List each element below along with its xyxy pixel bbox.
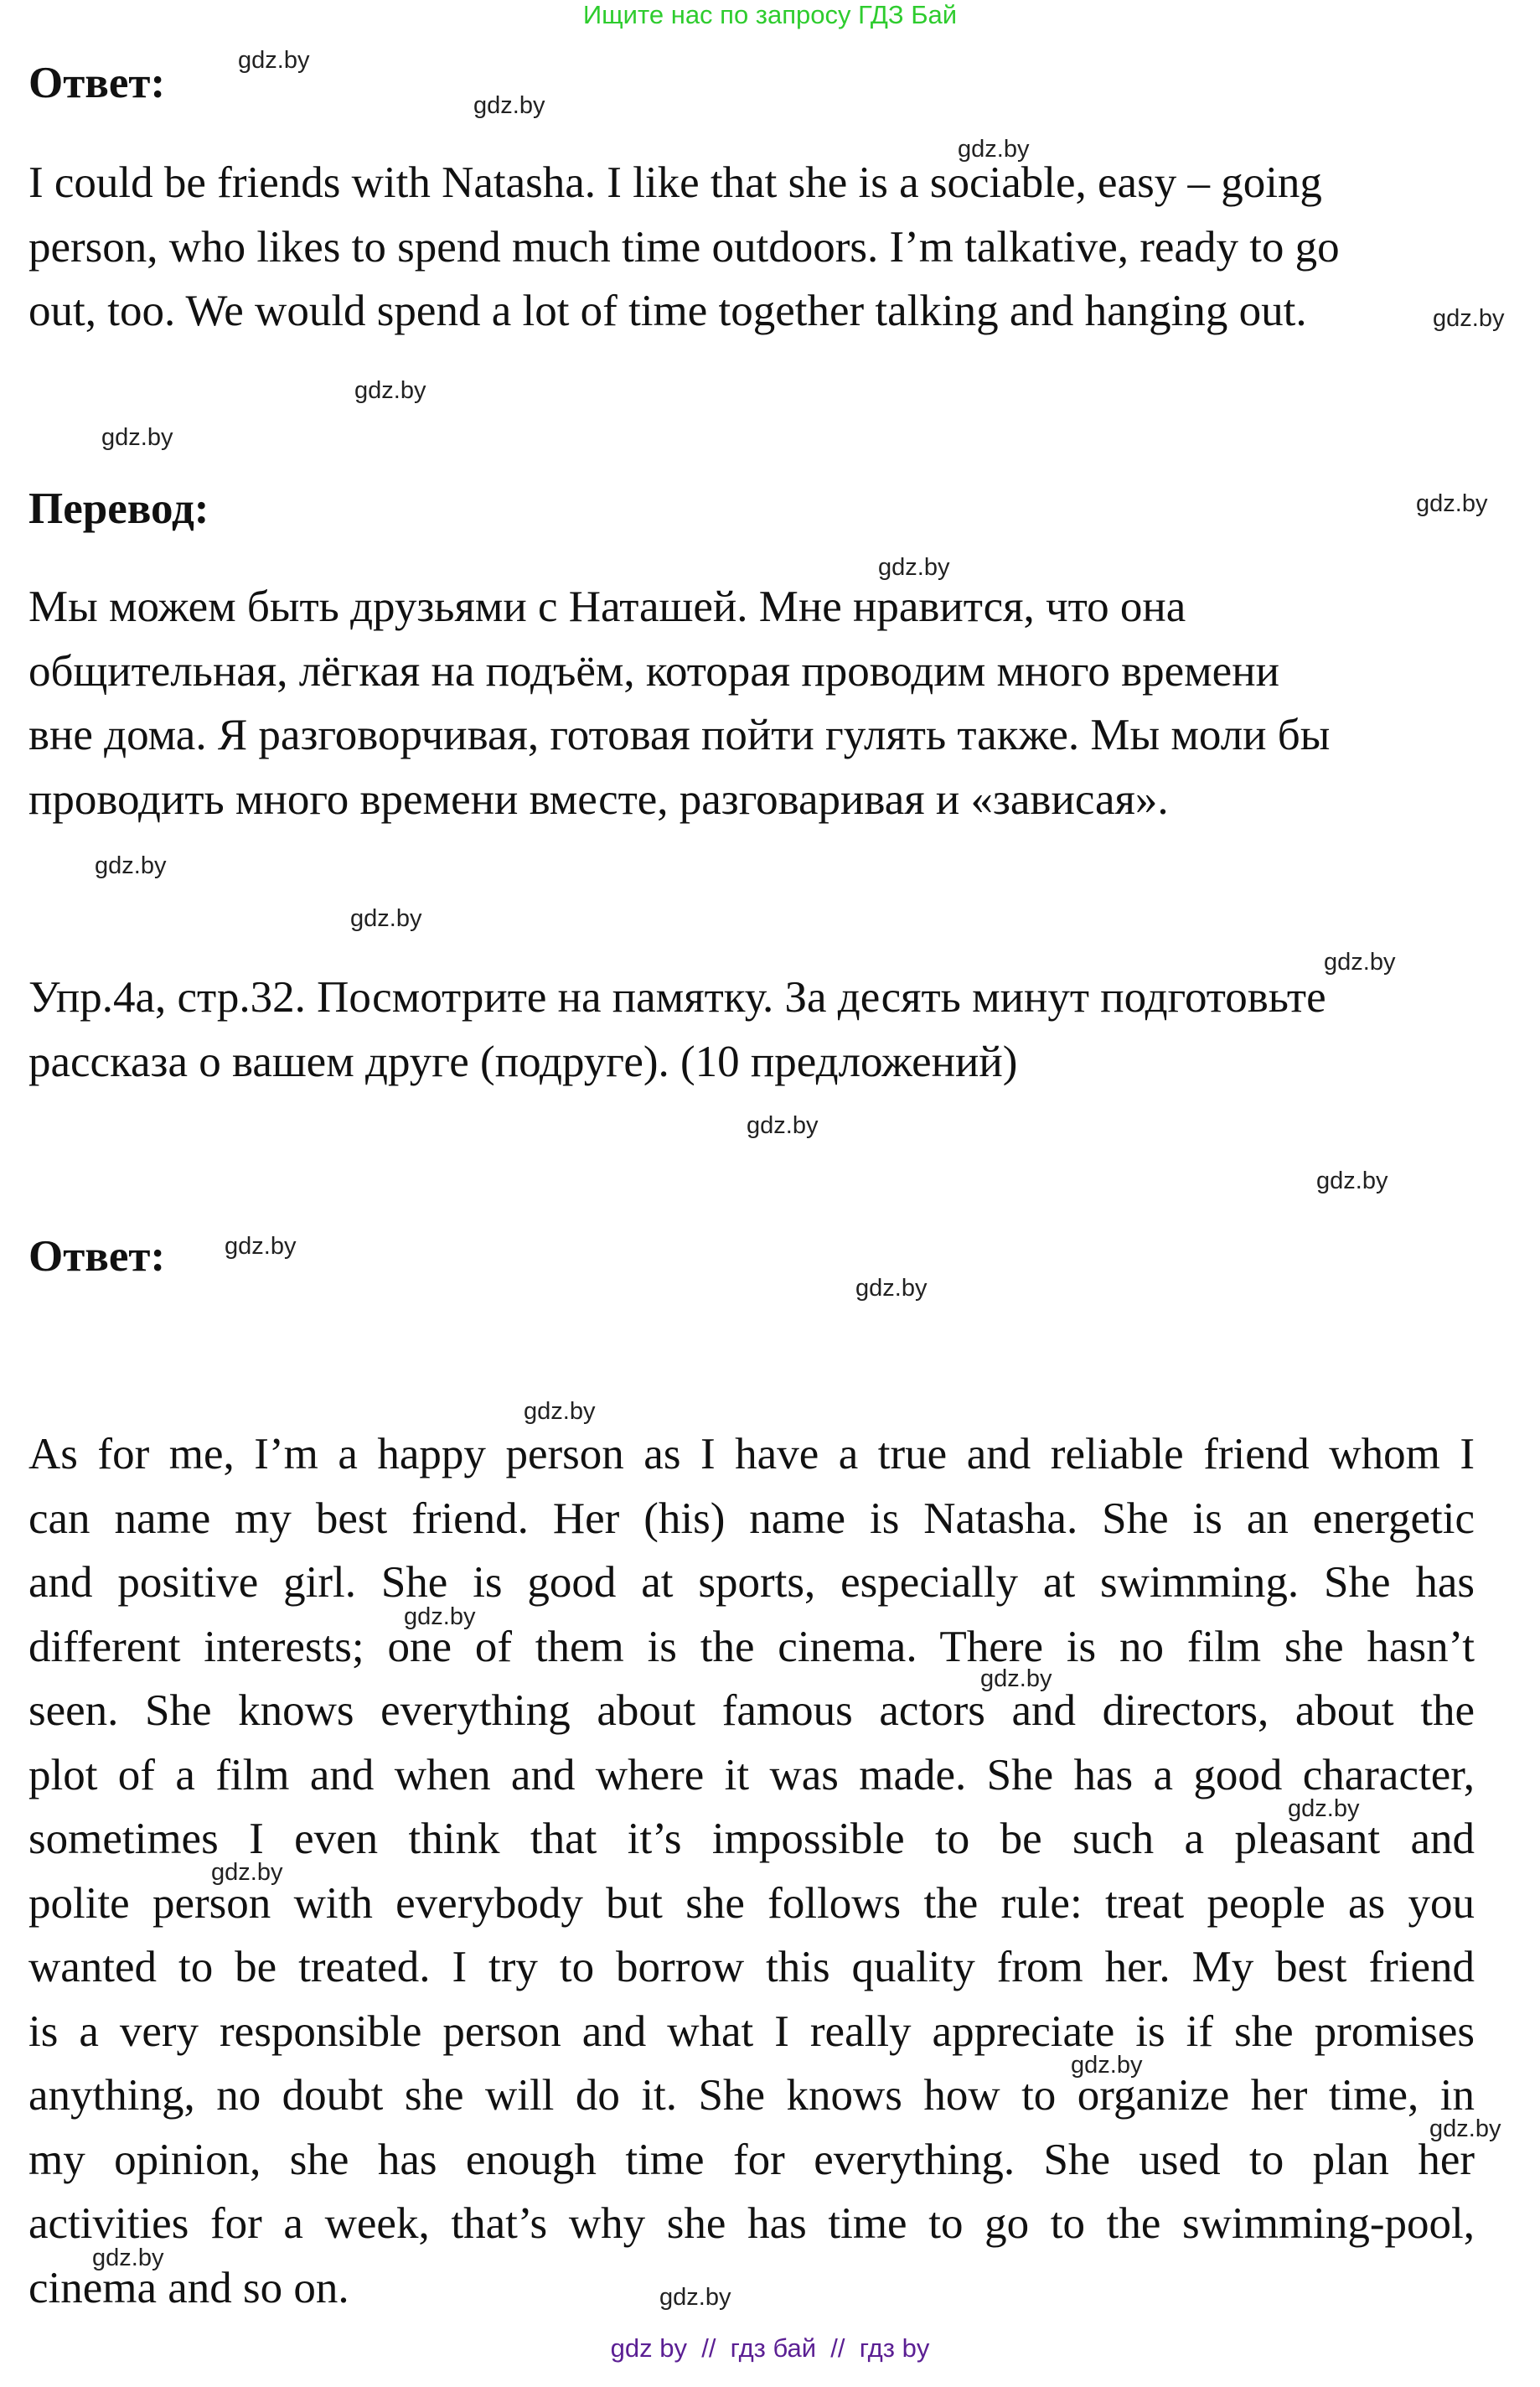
text-line: and positive girl. She is good at sports, especially at swimming. She has [28, 1558, 1475, 1607]
watermark: gdz.by [92, 2245, 164, 2271]
watermark: gdz.by [980, 1665, 1052, 1692]
text-line: I could be friends with Natasha. I like that she is a sociable, easy – going [28, 158, 1322, 207]
text-line: activities for a week, that’s why she has time to go to the swimming-pool, [28, 2199, 1475, 2248]
watermark: gdz.by [354, 377, 426, 404]
text-line: anything, no doubt she will do it. She knows how to organize her time, in [28, 2071, 1475, 2120]
text-line: out, too. We would spend a lot of time together talking and hanging out. [28, 287, 1307, 335]
text-line: plot of a film and when and where it was made. She has a good character, [28, 1750, 1475, 1799]
watermark: gdz.by [659, 2284, 731, 2311]
search-banner[interactable]: Ищите нас по запросу ГДЗ Бай [582, 0, 958, 29]
watermark: gdz.by [524, 1398, 596, 1425]
watermark: gdz.by [958, 136, 1030, 163]
text-line: my opinion, she has enough time for everything. She used to plan her [28, 2135, 1475, 2184]
watermark: gdz.by [747, 1112, 819, 1139]
text-line: общительная, лёгкая на подъём, которая проводим много времени [28, 646, 1279, 696]
answer-heading-2: Ответ: [28, 1232, 166, 1281]
watermark: gdz.by [211, 1859, 283, 1886]
text-line: different interests; one of them is the cinema. There is no film she hasn’t [28, 1622, 1475, 1671]
watermark: gdz.by [350, 905, 422, 932]
text-line: seen. She knows everything about famous actors and directors, about the [28, 1686, 1475, 1735]
text-line: can name my best friend. Her (his) name is Natasha. She is an energetic [28, 1494, 1475, 1543]
text-line: проводить много времени вместе, разговаривая и «зависая». [28, 774, 1169, 824]
text-line: As for me, I’m a happy person as I have a true and reliable friend whom I [28, 1430, 1475, 1478]
translation-paragraph [28, 575, 1330, 831]
watermark: gdz.by [473, 92, 545, 119]
footer-links[interactable] [0, 2333, 1540, 2364]
watermark: gdz.by [1324, 949, 1396, 976]
watermark: gdz.by [225, 1233, 297, 1260]
watermark: gdz.by [404, 1603, 476, 1630]
watermark: gdz.by [855, 1275, 928, 1302]
watermark: gdz.by [1429, 2115, 1501, 2142]
exercise-task [28, 966, 1326, 1094]
answer-paragraph [28, 151, 1340, 344]
text-line: polite person with everybody but she follows the rule: treat people as you [28, 1878, 1475, 1928]
text-line: sometimes I even think that it’s impossible to be such a pleasant and [28, 1815, 1475, 1863]
text-line: рассказа о вашем друге (подруге). (10 предложений) [28, 1037, 1018, 1086]
translation-heading: Перевод: [28, 484, 209, 533]
watermark: gdz.by [878, 554, 950, 581]
watermark: gdz.by [95, 852, 167, 879]
text-line: cinema and so on. [28, 2263, 349, 2312]
watermark: gdz.by [1433, 305, 1505, 332]
text-line: is a very responsible person and what I really appreciate is if she promises [28, 2006, 1475, 2056]
text-line: Упр.4а, стр.32. Посмотрите на памятку. За десять минут подготовьте [28, 973, 1326, 1022]
text-line: Мы можем быть друзьями с Наташей. Мне нравится, что она [28, 583, 1186, 631]
watermark: gdz.by [238, 47, 310, 74]
watermark: gdz.by [1071, 2052, 1143, 2079]
text-line: person, who likes to spend much time outdoors. I’m talkative, ready to go [28, 222, 1340, 272]
watermark: gdz.by [1288, 1795, 1360, 1822]
answer-heading: Ответ: [28, 59, 166, 107]
watermark: gdz.by [1416, 490, 1488, 517]
footer-text[interactable]: gdz by // гдз бай // гдз by [610, 2333, 930, 2363]
text-line: вне дома. Я разговорчивая, готовая пойти гулять также. Мы моли бы [28, 711, 1331, 759]
watermark: gdz.by [1316, 1168, 1388, 1194]
watermark: gdz.by [101, 424, 173, 451]
text-line: wanted to be treated. I try to borrow this quality from her. My best friend [28, 1943, 1475, 1991]
